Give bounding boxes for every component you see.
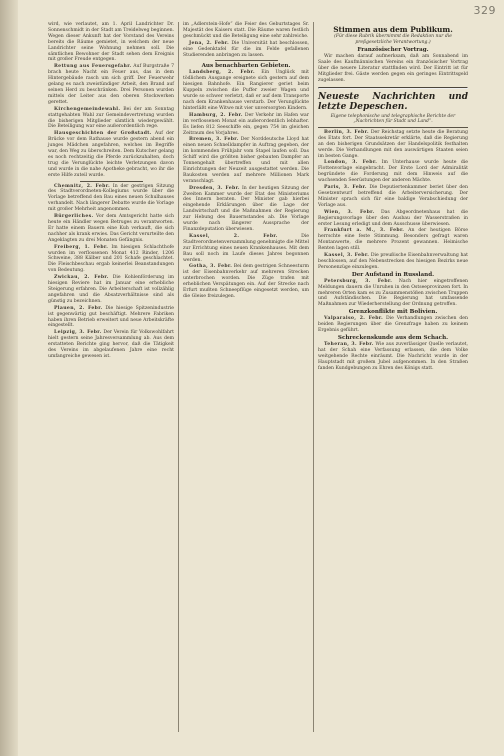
article-lead: Landsberg, 2. Febr.: [189, 70, 255, 76]
article-heading: Französischer Vortrag.: [357, 47, 429, 54]
article-body: Bei dem gestrigen Schneesturm ist der Eisenbahnverkehr auf mehreren Strecken unterbrochen worden. Die Züge trafen mit erheblichen Verspätungen ein. Auf der Strecke nach Erfurt mußten Schneepflüge eingesetzt werden, um die Gleise freizulegen.: [183, 264, 309, 299]
article-lead: Paris, 3. Febr.: [324, 185, 367, 191]
article-paragraph: [318, 228, 468, 252]
article-body: In der gestrigen Sitzung des Stadtverordneten-Kollegiums wurde über die Vorlage betreffend den Bau eines neuen Schulhauses verhandelt. Nach längerer Debatte wurde die Vorlage mit großer Mehrheit angenommen.: [48, 183, 174, 213]
article-lead: Kassel, 2. Febr.: [189, 233, 278, 239]
article-paragraph: wird, wie verlautet, am 1. April Landrichter Dr. Sonnenschmidt in der Stadt am Treidelweg beginnen. Wegen dieser Ankunft hat der Vorstand des Vereins bereits die Räume gemietet, in welchem der neue Landrichter seine Wohnung nehmen soll. Die sämtlichen Bewohner der Stadt sehen dem Ereignis mit großer Freude entgegen.: [48, 22, 174, 63]
article-paragraph: [318, 316, 468, 334]
article-lead: Rettung aus Feuersgefahr.: [54, 64, 132, 70]
article-lead: Valparaiso, 2. Febr.: [324, 316, 384, 322]
section-heading: Aus benachbarten Gebieten.: [201, 63, 291, 70]
article-paragraph: [48, 107, 174, 131]
section-subtitle: (Für diese Rubrik übernimmt die Redaktion nur die preßgesetzliche Verantwortung.): [334, 34, 452, 45]
article-paragraph: [318, 279, 468, 309]
article-lead: Hamburg, 2. Febr.: [189, 112, 243, 118]
article-lead: Gotha, 3. Febr.: [189, 264, 233, 270]
article-body: Bei der am Sonntag stattgehabten Wahl zur Gemeindevertretung wurden die bisherigen Mitglieder sämtlich wiedergewählt. Die Beteiligung war eine außerordentlich rege.: [48, 106, 174, 130]
article-paragraph: [48, 330, 174, 360]
article-lead: Jena, 2. Febr.: [189, 40, 230, 46]
article-paragraph: [48, 184, 174, 214]
article-lead: Zwickau, 2. Febr.: [54, 275, 109, 281]
article-paragraph: [48, 275, 174, 305]
article-paragraph: [318, 253, 468, 271]
article-body: Ein Unglück mit tödlichem Ausgange ereignete sich gestern auf dem hiesigen Bahnhofe. Ein Rangierer geriet beim Kuppeln zwischen die Puffer zweier Wagen und wurde so schwer verletzt, daß er auf dem Transporte nach dem Krankenhause verstarb. Der Verunglückte hinterläßt eine Witwe mit vier unversorgten Kindern.: [183, 70, 309, 111]
article-lead: London, 3. Febr.: [324, 160, 378, 166]
article-body: An der heutigen Börse herrschte eine feste Stimmung. Besonders gefragt waren Montanwerte, die mehrere Prozent gewannen. Heimische Renten lagen still.: [318, 228, 468, 252]
article-paragraph: [48, 245, 174, 275]
article-body: Vor dem Amtsgericht hatte sich heute ein Händler wegen Betruges zu verantworten. Er hatte einem Bauern eine Kuh verkauft, die sich nachher als krank erwies. Das Gericht verurteilte den Angeklagten zu drei Monaten Gefängnis.: [48, 214, 174, 243]
article-body: Die hiesige Spitzenindustrie ist gegenwärtig gut beschäftigt. Mehrere Fabriken haben ihren Betrieb erweitert und neue Arbeitskräfte eingestellt.: [48, 305, 175, 329]
divider: [318, 127, 468, 128]
article-lead: Plauen, 2. Febr.: [54, 305, 103, 311]
article-lead: Hausgeschichten der Großstadt.: [54, 131, 152, 137]
article-lead: Wien, 3. Febr.: [324, 209, 375, 215]
article-paragraph: [318, 185, 468, 209]
divider: [80, 181, 143, 182]
article-body: Der Verein für Volkswohlfahrt hielt gestern seine Jahresversammlung ab. Aus dem erstatteten Berichte ging hervor, daß die Tätigkeit des Vereins im abgelaufenen Jahre eine recht umfangreiche gewesen ist.: [48, 330, 174, 359]
article-paragraph: [183, 137, 309, 184]
article-body: Auf der Brücke vor dem Rathause wurde gestern abend ein junges Mädchen angefahren, welches im Begriffe war, den Weg zu überschreiten. Dem Kutscher gelang es noch rechtzeitig die Pferde zurückzuhalten, doch trug die Verunglückte leichte Verletzungen davon und wurde in die nahe Apotheke gebracht, wo ihr die erste Hilfe zuteil wurde.: [48, 131, 174, 178]
article-lead: Kassel, 3. Febr.: [324, 253, 370, 259]
article-lead: Bremen, 3. Febr.: [189, 137, 239, 143]
article-body: Nach hier eingetroffenen Meldungen dauern die Unruhen in den Ostseeprovinzen fort. In mehreren Orten kam es zu Zusammenstößen zwischen Truppen und Aufständischen. Die Regierung hat umfassende Maßnahmen zur Wiederherstellung der Ordnung getroffen.: [318, 278, 468, 308]
article-lead: Leipzig, 3. Febr.: [54, 330, 102, 336]
article-body: Wie aus zuverlässiger Quelle verlautet, hat der Schah eine Verfassung erlassen, die dem Volke weitgehende Rechte einräumt. Die Nachricht wurde in der Hauptstadt mit großem Jubel aufgenommen. In den Straßen fanden Kundgebungen zu Ehren des Königs statt.: [318, 342, 468, 371]
article-body: Der Verkehr im Hafen war im verflossenen Monat ein außerordentlich lebhafter. Es liefen 812 Seeschiffe ein, gegen 754 im gleichen Zeitraum des Vorjahres.: [183, 112, 309, 136]
article-paragraph: [48, 214, 174, 244]
article-lead: Petersburg, 3. Febr.: [324, 278, 393, 284]
divider: [318, 87, 468, 89]
article-lead: Dresden, 3. Febr.: [189, 185, 240, 191]
article-body: Die Deputiertenkammer beriet über den Gesetzentwurf betreffend die Arbeiterversicherung. Der Minister sprach sich für eine baldige Verabschiedung der Vorlage aus.: [318, 185, 468, 208]
column-rule: [313, 22, 314, 732]
article-paragraph: [318, 210, 468, 228]
article-body: Der Norddeutsche Lloyd hat einen neuen Schnelldampfer in Auftrag gegeben, der im kommenden Frühjahr vom Stapel laufen soll. Das Schiff wird die größten bisher gebauten Dampfer an Tonnengehalt übertreffen und mit allen Einrichtungen der Neuzeit ausgestattet werden. Die Baukosten werden auf mehrere Millionen Mark veranschlagt.: [183, 137, 309, 184]
article-heading: Der Aufstand in Russland.: [351, 271, 435, 278]
article-paragraph: [48, 306, 174, 330]
article-body: Die preußische Eisenbahnverwaltung hat beschlossen, auf den Nebenstrecken des hiesigen Bezirks neue Personenzüge einzulegen.: [318, 253, 468, 270]
article-body: Auf Burgstraße 7 brach heute Nacht ein Feuer aus, das in dem Hintergebäude rasch um sich griff. Der Feuerwehr gelang es nach zweistündiger Arbeit, den Brand auf seinen Herd zu beschränken. Drei Personen wurden mittels der Leiter aus den oberen Stockwerken gerettet.: [48, 64, 174, 105]
column-2: [183, 22, 309, 301]
article-paragraph: [183, 186, 309, 233]
section-subtitle: Eigene telephonische und telegraphische Berichte der „Nachrichten für Stadt und Land“.: [330, 113, 456, 125]
divider: [215, 60, 278, 61]
article-paragraph: [183, 70, 309, 111]
column-rule: [178, 22, 179, 732]
article-heading: Schreckenskunde aus dem Schach.: [337, 335, 449, 341]
article-paragraph: [183, 264, 309, 299]
article-paragraph: [48, 131, 174, 178]
article-paragraph: [183, 234, 309, 264]
article-lead: Chemnitz, 2. Febr.: [54, 183, 111, 189]
article-lead: Teheran, 3. Febr.: [324, 342, 374, 347]
article-lead: Berlin, 3. Febr.: [324, 129, 369, 135]
article-lead: Bürgerliches.: [54, 214, 94, 220]
article-paragraph: im „Adlerstein-Hofe“ die Feier des Geburtstages Sr. Majestät des Kaisers statt. Die Räume waren festlich geschmückt und die Beteiligung eine sehr zahlreiche.: [183, 22, 309, 39]
article-body: In der heutigen Sitzung der Zweiten Kammer wurde der Etat des Ministeriums des Innern beraten. Der Minister gab hierbei eingehende Erklärungen über die Lage der Landwirtschaft und die Maßnahmen der Regierung zur Hebung des Bauernstandes ab. Die Vorlage wurde nach längerer Aussprache der Finanzdeputation überwiesen.: [183, 185, 309, 232]
page-number: 329: [473, 4, 496, 17]
article-body: Die Universität hat beschlossen, eine Gedenktafel für die im Felde gefallenen Studierenden anbringen zu lassen.: [183, 40, 309, 58]
article-lead: Kirchengemeindewahl.: [54, 106, 121, 112]
section-title: Stimmen aus dem Publikum.: [333, 25, 453, 34]
article-paragraph: [318, 342, 468, 372]
article-heading: Grenzkonflikte mit Bolivien.: [348, 309, 438, 316]
article-paragraph: [183, 41, 309, 59]
article-body: Die Kohlenförderung im hiesigen Reviere hat im Januar eine erhebliche Steigerung erfahren. Die Arbeiterschaft ist vollzählig angefahren und die Absatzverhältnisse sind als günstig zu bezeichnen.: [48, 275, 175, 304]
article-body: Im Unterhause wurde heute die Flottenvorlage eingebracht. Der Erste Lord der Admiralität begründete die Forderung mit dem Hinweis auf die wachsenden Seerüstungen der anderen Mächte.: [318, 160, 468, 184]
article-body: Der Reichstag setzte heute die Beratung des Etats fort. Der Staatssekretär erklärte, daß die Regierung an den bisherigen Grundsätzen der Handelspolitik festhalten werde. Die Verhandlungen mit den auswärtigen Staaten seien im besten Gange.: [318, 129, 468, 159]
article-paragraph: [183, 113, 309, 137]
article-body: Die Stadtverordnetenversammlung genehmigte die Mittel zur Errichtung eines neuen Krankenhauses. Mit dem Bau soll noch im Laufe dieses Jahres begonnen werden.: [183, 233, 309, 263]
section-title: Neueste Nachrichten und letzte Depeschen.: [318, 91, 468, 112]
article-paragraph: [318, 130, 468, 160]
article-lead: Frankfurt a. M., 3. Febr.: [324, 228, 405, 234]
article-paragraph: [48, 64, 174, 105]
article-body: Die Verhandlungen zwischen den beiden Regierungen über die Grenzfrage haben zu keinem Ergebnis geführt.: [318, 316, 468, 334]
column-1: [48, 22, 174, 361]
article-paragraph: [318, 160, 468, 184]
article-paragraph: Wir machen darauf aufmerksam, daß am Sonnabend im Saale des Kaufmännischen Vereins ein französischer Vortrag über die neuere Literatur stattfinden wird. Der Eintritt ist für Mitglieder frei. Gäste werden gegen ein geringes Eintrittsgeld zugelassen.: [318, 54, 468, 83]
column-3: [318, 22, 468, 373]
article-body: Im hiesigen Schlachthofe wurden im verflossenen Monat 412 Rinder, 1206 Schweine, 388 Kälber und 201 Schafe geschlachtet. Die Fleischbeschau ergab keinerlei Beanstandungen von Bedeutung.: [48, 244, 175, 274]
article-lead: Freiberg, 1. Febr.: [54, 244, 109, 250]
article-body: Das Abgeordnetenhaus hat die Regierungsvorlage über den Ausbau der Wasserstraßen in erster Lesung erledigt und dem Ausschusse überwiesen.: [318, 209, 468, 227]
